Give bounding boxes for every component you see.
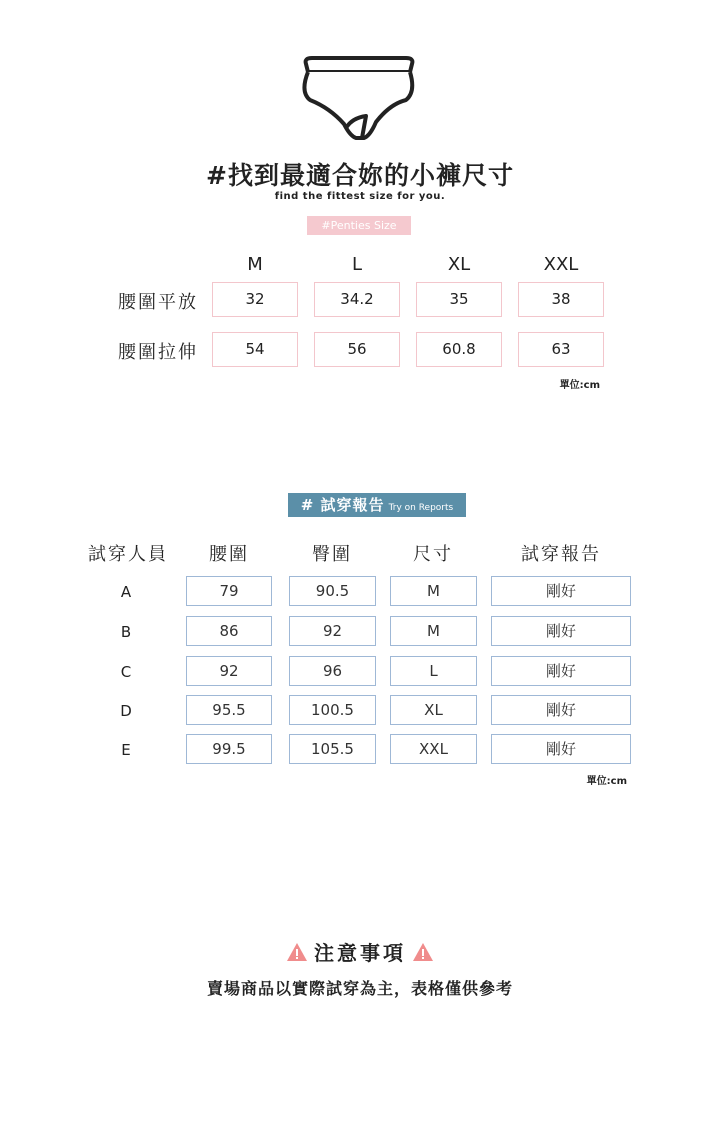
try-on-waist-cell: 92 — [186, 656, 272, 686]
notice-title: 注意事項 — [314, 941, 406, 965]
try-on-waist-cell: 95.5 — [186, 695, 272, 725]
try-on-person: C — [120, 663, 132, 681]
try-on-report-cell: 剛好 — [491, 616, 631, 646]
try-on-size-cell: L — [390, 656, 477, 686]
size-cell: 54 — [212, 332, 298, 367]
try-on-size-cell: M — [390, 616, 477, 646]
try-on-report-cell: 剛好 — [491, 695, 631, 725]
size-row-label: 腰圍平放 — [118, 292, 198, 313]
try-on-person: E — [121, 741, 131, 759]
size-column-header: L — [351, 254, 363, 275]
try-on-header-hip: 臀圍 — [312, 544, 352, 565]
try-on-report-cell: 剛好 — [491, 734, 631, 764]
try-on-section-badge — [288, 493, 466, 517]
try-on-waist-cell: 86 — [186, 616, 272, 646]
try-on-hip-cell: 96 — [289, 656, 376, 686]
size-cell: 60.8 — [416, 332, 502, 367]
try-on-person: D — [120, 702, 132, 720]
size-cell: 38 — [518, 282, 604, 317]
size-cell: 63 — [518, 332, 604, 367]
try-on-badge-subtitle: Try on Reports — [388, 503, 454, 513]
size-unit-label: 單位:cm — [559, 380, 600, 391]
try-on-hip-cell: 105.5 — [289, 734, 376, 764]
try-on-person: A — [120, 583, 132, 601]
try-on-size-cell: XL — [390, 695, 477, 725]
notice-heading — [0, 937, 720, 966]
try-on-size-cell: M — [390, 576, 477, 606]
try-on-header-report: 試穿報告 — [521, 544, 601, 565]
try-on-header-person: 試穿人員 — [88, 544, 168, 565]
try-on-size-cell: XXL — [390, 734, 477, 764]
panties-icon — [300, 52, 418, 144]
size-section-badge: #Penties Size — [307, 216, 411, 235]
size-column-header: M — [247, 254, 263, 275]
warning-icon — [286, 942, 308, 962]
try-on-hip-cell: 90.5 — [289, 576, 376, 606]
warning-icon — [412, 942, 434, 962]
try-on-report-cell: 剛好 — [491, 576, 631, 606]
try-on-hip-cell: 100.5 — [289, 695, 376, 725]
try-on-badge-title: # 試穿報告 — [300, 496, 385, 514]
try-on-waist-cell: 79 — [186, 576, 272, 606]
try-on-unit-label: 單位:cm — [586, 776, 627, 787]
size-column-header: XL — [447, 254, 471, 275]
size-cell: 34.2 — [314, 282, 400, 317]
page-subtitle: find the fittest size for you. — [274, 191, 446, 202]
try-on-waist-cell: 99.5 — [186, 734, 272, 764]
size-column-header: XXL — [543, 254, 579, 275]
notice-text: 賣場商品以實際試穿為主，表格僅供參考 — [206, 979, 513, 998]
size-cell: 35 — [416, 282, 502, 317]
try-on-report-cell: 剛好 — [491, 656, 631, 686]
try-on-header-size: 尺寸 — [413, 544, 453, 565]
size-cell: 32 — [212, 282, 298, 317]
try-on-header-waist: 腰圍 — [209, 544, 249, 565]
try-on-hip-cell: 92 — [289, 616, 376, 646]
page-title: #找到最適合妳的小褲尺寸 — [206, 161, 514, 190]
try-on-person: B — [120, 623, 132, 641]
size-cell: 56 — [314, 332, 400, 367]
size-row-label: 腰圍拉伸 — [118, 342, 198, 363]
